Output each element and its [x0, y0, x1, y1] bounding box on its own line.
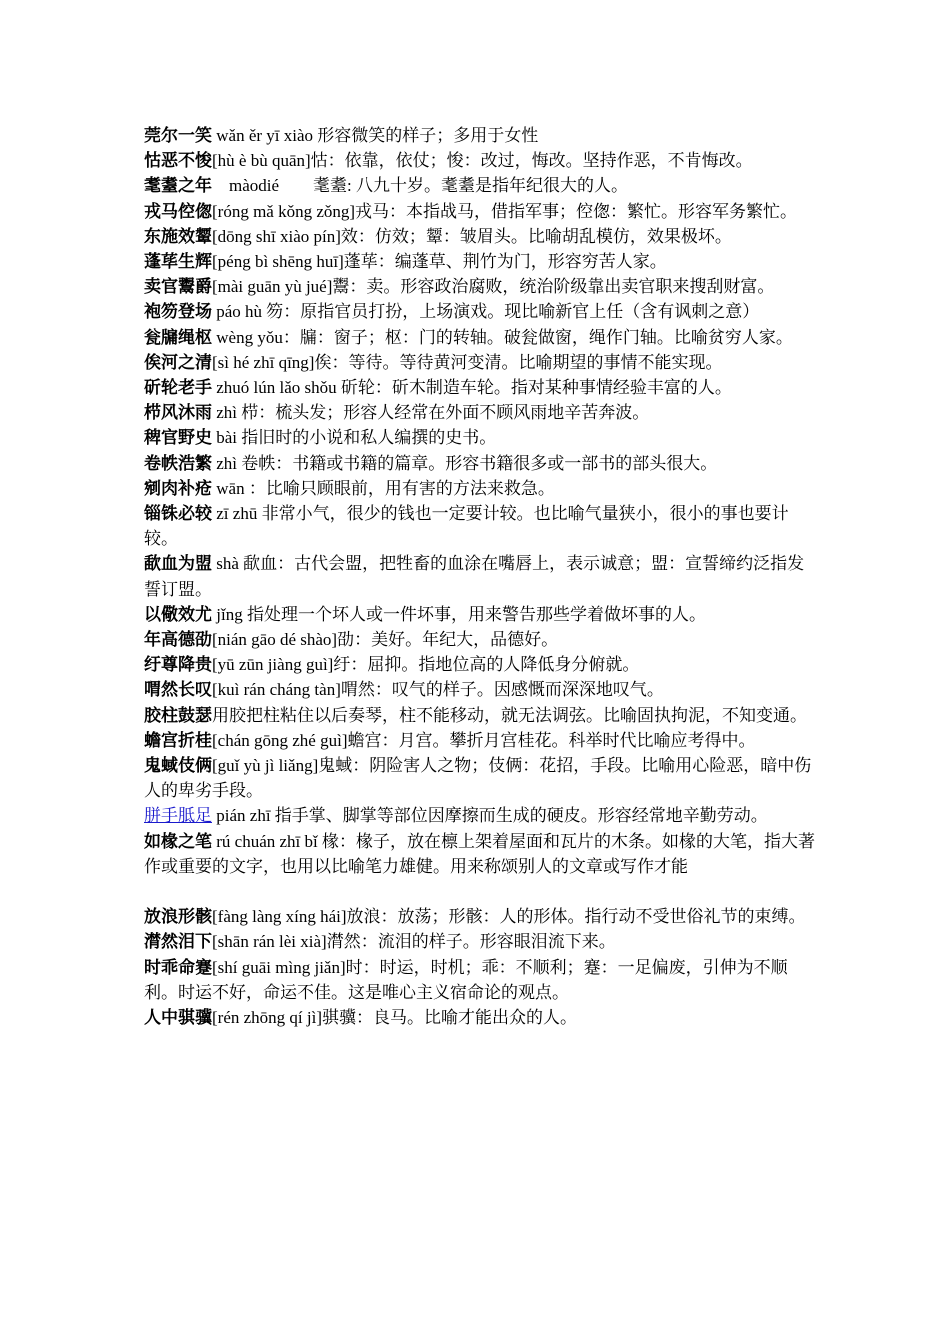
- idiom-term: 鬼蜮伎俩: [144, 756, 212, 776]
- idiom-term: 如椽之笔: [144, 831, 212, 851]
- idiom-entry: [144, 955, 820, 1005]
- idiom-entry: [144, 652, 820, 677]
- idiom-term: 瓮牖绳枢: [144, 327, 212, 347]
- idiom-term: 人中骐骥: [144, 1008, 212, 1028]
- idiom-term: 年高德劭: [144, 630, 212, 650]
- idiom-definition: [mài guān yù jué]鬻：卖。形容政治腐败，统治阶级靠出卖官职来搜刮财富。: [212, 277, 775, 297]
- idiom-definition: [péng bì shēng huī]蓬荜：编蓬草、荆竹为门，形容穷苦人家。: [212, 252, 667, 272]
- idiom-entry: [144, 904, 820, 929]
- idiom-entry: [144, 1005, 820, 1030]
- idiom-entry: [144, 199, 820, 224]
- idiom-entry: [144, 400, 820, 425]
- idiom-entry: [144, 929, 820, 954]
- idiom-term: 以儆效尤: [144, 604, 212, 624]
- idiom-definition: 用胶把柱粘住以后奏琴，柱不能移动，就无法调弦。比喻固执拘泥，不知变通。: [212, 705, 807, 725]
- idiom-definition: zī zhū 非常小气，很少的钱也一定要计较。也比喻气量狭小，很小的事也要计较。: [144, 504, 789, 549]
- idiom-term: 放浪形骸: [144, 907, 212, 927]
- idiom-entry: [144, 728, 820, 753]
- idiom-term-link[interactable]: 胼手胝足: [144, 806, 212, 826]
- idiom-term: 蓬荜生辉: [144, 252, 212, 272]
- idiom-definition: [yū zūn jiàng guì]纡：屈抑。指地位高的人降低身分俯就。: [212, 655, 640, 675]
- idiom-entry: [144, 551, 820, 601]
- idiom-definition: bài 指旧时的小说和私人编撰的史书。: [212, 428, 497, 448]
- idiom-definition: [nián gāo dé shào]劭：美好。年纪大，品德好。: [212, 630, 559, 650]
- idiom-term: 怙恶不悛: [144, 151, 212, 171]
- idiom-entry: [144, 123, 820, 148]
- idiom-definition: pián zhī 指手掌、脚掌等部位因摩擦而生成的硬皮。形容经常地辛勤劳动。: [212, 806, 768, 826]
- idiom-entry: [144, 224, 820, 249]
- idiom-term: 栉风沐雨: [144, 403, 212, 423]
- idiom-term: 耄耋之年: [144, 176, 212, 196]
- idiom-term: 袍笏登场: [144, 302, 212, 322]
- document-page: [144, 123, 820, 1030]
- idiom-definition: shà 歃血：古代会盟，把牲畜的血涂在嘴唇上，表示诚意；盟：宣誓缔约泛指发誓订盟。: [144, 554, 805, 599]
- idiom-entry: [144, 829, 820, 879]
- idiom-term: 胶柱鼓瑟: [144, 705, 212, 725]
- idiom-entry: [144, 173, 820, 198]
- idiom-definition: zhì 卷帙：书籍或书籍的篇章。形容书籍很多或一部书的部头很大。: [212, 453, 718, 473]
- idiom-entry: [144, 325, 820, 350]
- idiom-definition: jǐng 指处理一个坏人或一件坏事，用来警告那些学着做坏事的人。: [212, 604, 706, 624]
- idiom-entry: [144, 677, 820, 702]
- idiom-entry: [144, 451, 820, 476]
- idiom-entry: [144, 602, 820, 627]
- idiom-definition: [rén zhōng qí jì]骐骥：良马。比喻才能出众的人。: [212, 1008, 577, 1028]
- idiom-term: 时乖命蹇: [144, 957, 212, 977]
- idiom-entry: [144, 476, 820, 501]
- idiom-definition: màodié 耄耋: 八九十岁。耄耋是指年纪很大的人。: [212, 176, 629, 196]
- idiom-entry: [144, 249, 820, 274]
- idiom-term: 纡尊降贵: [144, 655, 212, 675]
- idiom-definition: wèng yǒu：牖：窗子；枢：门的转轴。破瓮做窗，绳作门轴。比喻贫穷人家。: [212, 327, 793, 347]
- idiom-entry: [144, 425, 820, 450]
- idiom-definition: [shān rán lèi xià]潸然：流泪的样子。形容眼泪流下来。: [212, 932, 616, 952]
- idiom-definition: zhuó lún lǎo shǒu 斫轮：斫木制造车轮。指对某种事情经验丰富的人。: [212, 378, 732, 398]
- idiom-term: 卷帙浩繁: [144, 453, 212, 473]
- idiom-definition: wān ：比喻只顾眼前，用有害的方法来救急。: [212, 478, 555, 498]
- idiom-term: 俟河之清: [144, 352, 212, 372]
- idiom-definition: wǎn ěr yī xiào 形容微笑的样子；多用于女性: [212, 126, 539, 145]
- idiom-term: 歃血为盟: [144, 554, 212, 574]
- idiom-definition: [fàng làng xíng hái]放浪：放荡；形骸：人的形体。指行动不受世俗礼节的束缚。: [212, 907, 806, 927]
- idiom-term: 蟾宫折桂: [144, 730, 212, 750]
- idiom-definition: [chán gōng zhé guì]蟾宫：月宫。攀折月宫桂花。科举时代比喻应考得中。: [212, 730, 756, 750]
- idiom-term: 戎马倥偬: [144, 201, 212, 221]
- idiom-entry: [144, 627, 820, 652]
- idiom-term: 斫轮老手: [144, 378, 212, 398]
- idiom-definition: [shí guāi mìng jiǎn]时：时运，时机；乖：不顺利；蹇：一足偏废，引伸为不顺利。时运不好，命运不佳。这是唯心主义宿命论的观点。: [144, 957, 788, 1002]
- idiom-entry: [144, 375, 820, 400]
- idiom-term: 剜肉补疮: [144, 478, 212, 498]
- idiom-entry: [144, 803, 820, 828]
- idiom-entry: [144, 703, 820, 728]
- idiom-term: 东施效颦: [144, 226, 212, 246]
- blank-line: [144, 879, 820, 904]
- idiom-entry: [144, 299, 820, 324]
- idiom-entry: [144, 753, 820, 803]
- idiom-term: 稗官野史: [144, 428, 212, 448]
- idiom-entry: [144, 350, 820, 375]
- idiom-term: 潸然泪下: [144, 932, 212, 952]
- idiom-definition: [dōng shī xiào pín]效：仿效；颦：皱眉头。比喻胡乱模仿，效果极坏。: [212, 226, 732, 246]
- idiom-definition: [kuì rán cháng tàn]喟然：叹气的样子。因感慨而深深地叹气。: [212, 680, 664, 700]
- idiom-entry: [144, 274, 820, 299]
- idiom-term: 喟然长叹: [144, 680, 212, 700]
- idiom-entry: [144, 148, 820, 173]
- idiom-definition: páo hù 笏：原指官员打扮，上场演戏。现比喻新官上任（含有讽刺之意）: [212, 302, 760, 322]
- idiom-entry: [144, 501, 820, 551]
- idiom-term: 卖官鬻爵: [144, 277, 212, 297]
- idiom-definition: [hù è bù quān]怙：依靠，依仗；悛：改过，悔改。坚持作恶，不肯悔改。: [212, 151, 753, 171]
- idiom-definition: [róng mǎ kǒng zǒng]戎马：本指战马，借指军事；倥偬：繁忙。形容军务繁忙。: [212, 201, 798, 221]
- idiom-definition: [sì hé zhī qīng]俟：等待。等待黄河变清。比喻期望的事情不能实现。: [212, 352, 723, 372]
- idiom-term: 锱铢必较: [144, 504, 212, 524]
- idiom-definition: [guǐ yù jì liǎng]鬼蜮：阴险害人之物；伎俩：花招，手段。比喻用心险恶，暗中伤人的卑劣手段。: [144, 756, 812, 801]
- idiom-term: 莞尔一笑: [144, 126, 212, 145]
- idiom-definition: rú chuán zhī bǐ 椽：椽子，放在檩上架着屋面和瓦片的木条。如椽的大笔，指大著作或重要的文字，也用以比喻笔力雄健。用来称颂别人的文章或写作才能: [144, 831, 815, 876]
- idiom-definition: zhì 栉：梳头发；形容人经常在外面不顾风雨地辛苦奔波。: [212, 403, 650, 423]
